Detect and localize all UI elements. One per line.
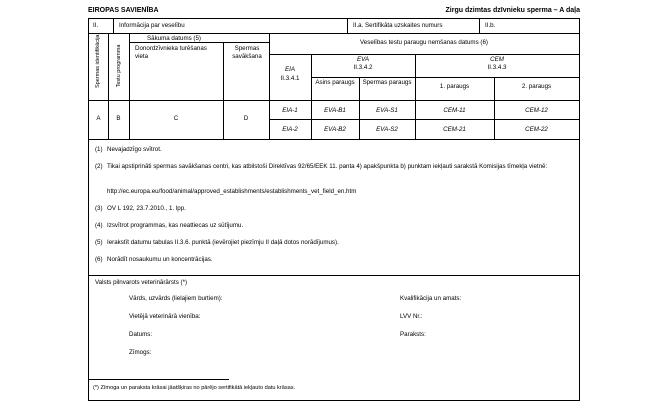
- eia-title: EIA: [285, 66, 295, 73]
- header-left: EIROPAS SAVIENĪBA: [88, 7, 159, 14]
- cem-22: CEM-22: [525, 126, 548, 133]
- col-collection: Spermas savākšana: [232, 45, 262, 60]
- cem-sample-1: 1. paraugs: [439, 83, 470, 90]
- official-vet-title: Valsts pilnvarots veterinārārsts (*): [95, 279, 188, 286]
- page-header: [88, 6, 580, 17]
- eva-blood: Asins paraugs: [315, 79, 355, 86]
- unit-label: Vietējā veterinārā vienība:: [129, 313, 201, 320]
- cem-ref: II.3.4.3: [487, 64, 507, 71]
- cell-b: B: [116, 115, 121, 122]
- stamp-footnote: (*) Zīmoga un paraksta krāsai jāatšķiras no pārējo sertifikātā iekļauto datu krāsas.: [93, 385, 296, 391]
- qualification-label: Kvalifikācija un amats:: [400, 295, 462, 302]
- certificate-frame: II. Informācija par veselību II.a. Sertifikāta uzskaites numurs II.b. Spermas identifikācija Testu programma Sākuma datums (5) Donordzīvnieka turēšanas vieta Spermas savākšana Veselības testu paraugu nemšanas datums (6) EIA II.3.4.1 EVA II.3.4.2 Asins paraugs Spermas paraugs CEM II.3.4.3 1. paraugs 2. paraugs A B C D EIA-1 EVA-B1 EVA-S1 CEM-11 CEM-12 EIA-2 EVA-B2 EVA-S2 CEM-21 CEM-22 (1) Nevajadzīgo svītrot. (2) Tikai apstiprināti spermas savākšanas centri, kas atbilstoši Direktīvas 92/65/EEK 11. panta 4) apakšpunkta b) punktam iekļauti sarakstā Komisijas tīmekļa vietnē: http://ec.europa.eu/food/animal/approved_establishments/establishments_vet_field_en.htm (3) OV L 192, 23.7.2010., 1. lpp. (4) Izsvītrot programmas, kas neattiecas uz sūtījumu. (5) Ierakstīt datumu tabulas II.3.6. punktā (ievērojiet piezīmju II daļā dotos norādījumus). (6) Norādīt nosaukumu un koncentrācijas. Valsts pilnvarots veterinārārsts (*) Vārds, uzvārds (lielajiem burtiem): Kvalifikācija un amats: Vietējā veterinārā vienība: LVV Nr.: Datums: Paraksts: Zīmogs: (*) Zīmoga un paraksta krāsai jāatšķiras no pārējo sertifikātā iekļauto datu krāsas.: [88, 18, 580, 401]
- cem-title: CEM: [490, 56, 504, 63]
- section-number: II.: [93, 22, 99, 29]
- start-date-title: Sākuma datums (5): [147, 35, 201, 42]
- info-row: [89, 19, 579, 34]
- cell-a: A: [96, 115, 101, 122]
- cell-d: D: [243, 115, 249, 122]
- cem-12: CEM-12: [525, 107, 548, 114]
- date-label: Datums:: [129, 331, 153, 338]
- eia-1: EIA-1: [282, 107, 298, 114]
- iib-label: II.b.: [485, 22, 496, 29]
- stamp-label: Zīmogs:: [129, 349, 152, 356]
- cell-c: C: [173, 115, 179, 122]
- col-program: Testu programma: [116, 44, 122, 88]
- eia-2: EIA-2: [282, 126, 298, 133]
- cem-sample-2: 2. paraugs: [521, 83, 552, 90]
- eva-ref: II.3.4.2: [353, 64, 373, 71]
- eva-title: EVA: [356, 56, 370, 63]
- section-title: Informācija par veselību: [119, 22, 185, 29]
- header-right: Zirgu dzimtas dzīvnieku sperma – A daļa: [445, 7, 580, 14]
- eva-s2: EVA-S2: [376, 126, 398, 133]
- cem-21: CEM-21: [443, 126, 466, 133]
- cert-ref-label: II.a. Sertifikāta uzskaites numurs: [353, 22, 443, 29]
- eia-ref: II.3.4.1: [280, 75, 300, 82]
- certificate-page: [88, 6, 580, 396]
- name-label: Vārds, uzvārds (lielajiem burtiem):: [129, 295, 223, 302]
- col-sperm-id: Spermas identifikācija: [95, 34, 101, 88]
- eva-s1: EVA-S1: [376, 107, 398, 114]
- eva-b2: EVA-B2: [324, 126, 346, 133]
- cem-11: CEM-11: [443, 107, 466, 114]
- lvu-label: LVV Nr.:: [400, 313, 423, 320]
- vet-title: Veselības testu paraugu nemšanas datums (6): [360, 39, 488, 46]
- eva-sperm: Spermas paraugs: [362, 79, 412, 86]
- eva-b1: EVA-B1: [324, 107, 346, 114]
- col-holding: Donordzīvnieka turēšanas vieta: [135, 45, 207, 60]
- signature-label: Paraksts:: [400, 331, 426, 338]
